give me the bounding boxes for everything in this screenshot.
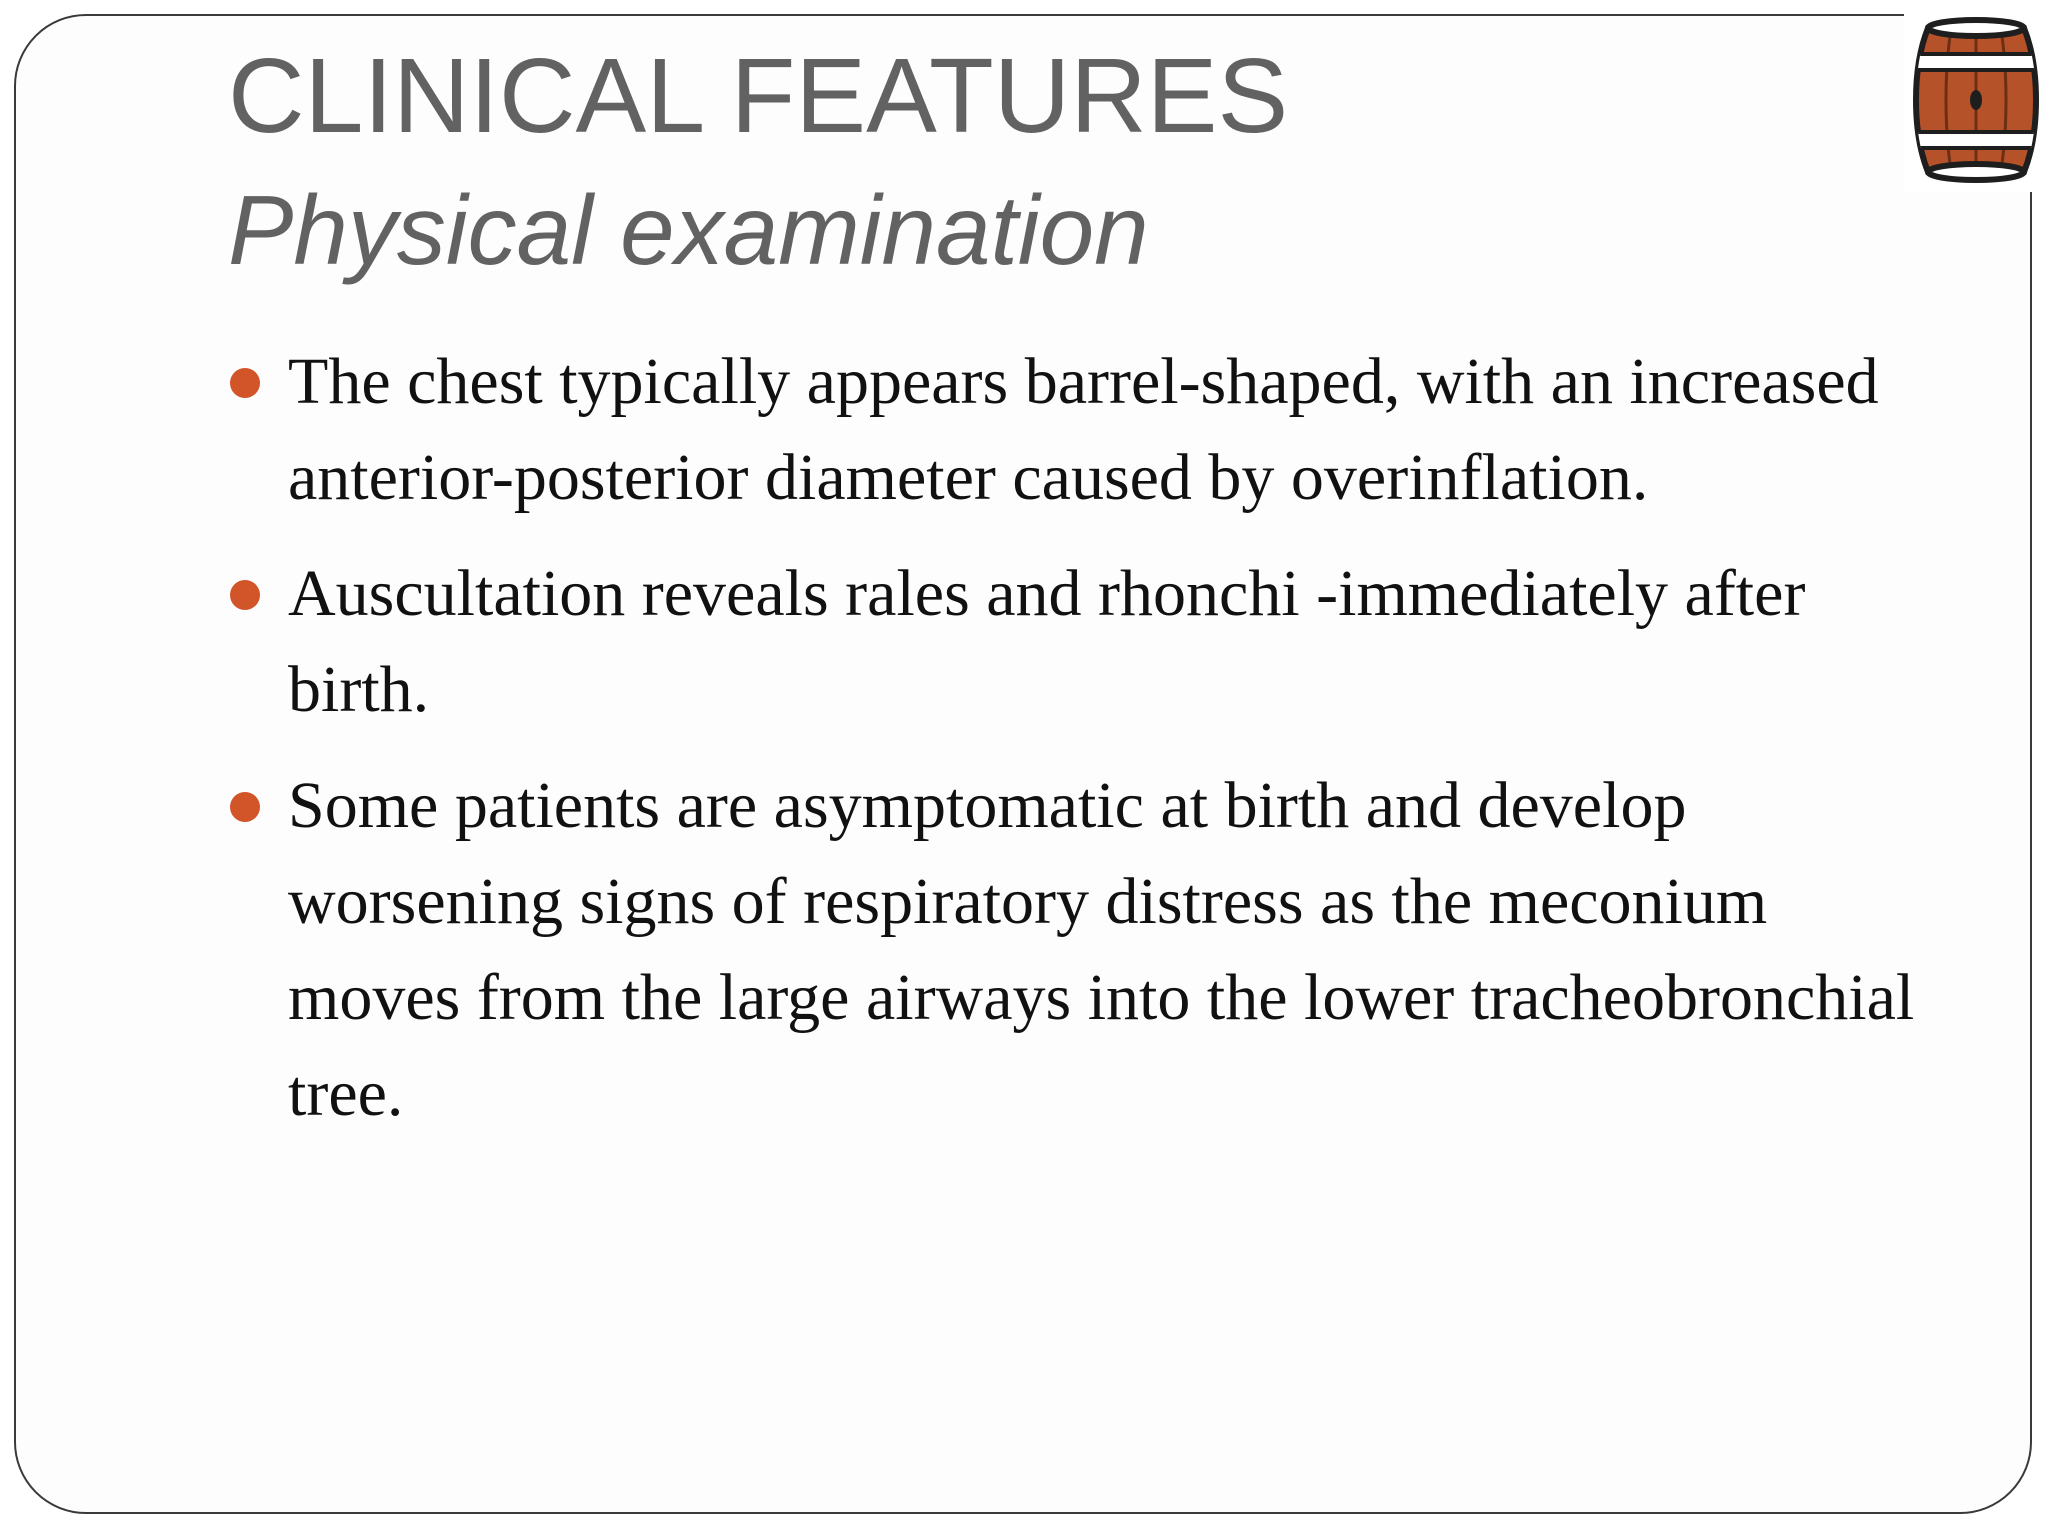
bullet-item xyxy=(228,334,1928,526)
bullet-text: Auscultation reveals rales and rhonchi -immediately after birth. xyxy=(288,557,1806,726)
bullet-text: Some patients are asymptomatic at birth and develop worsening signs of respiratory distress as the meconium moves from the large airways into the lower tracheobronchial tree. xyxy=(288,769,1915,1130)
bullet-dot-icon xyxy=(230,580,260,610)
bullet-dot-icon xyxy=(230,792,260,822)
bullet-list xyxy=(228,334,1928,1162)
bullet-dot-icon xyxy=(230,368,260,398)
bullet-item xyxy=(228,758,1928,1142)
wooden-barrel-icon xyxy=(1904,8,2048,192)
bullet-item xyxy=(228,546,1928,738)
slide-title: CLINICAL FEATURES xyxy=(228,37,1289,155)
bullet-text: The chest typically appears barrel-shaped, with an increased anterior-posterior diameter caused by overinflation. xyxy=(288,345,1879,514)
slide-subtitle: Physical examination xyxy=(228,175,1149,285)
